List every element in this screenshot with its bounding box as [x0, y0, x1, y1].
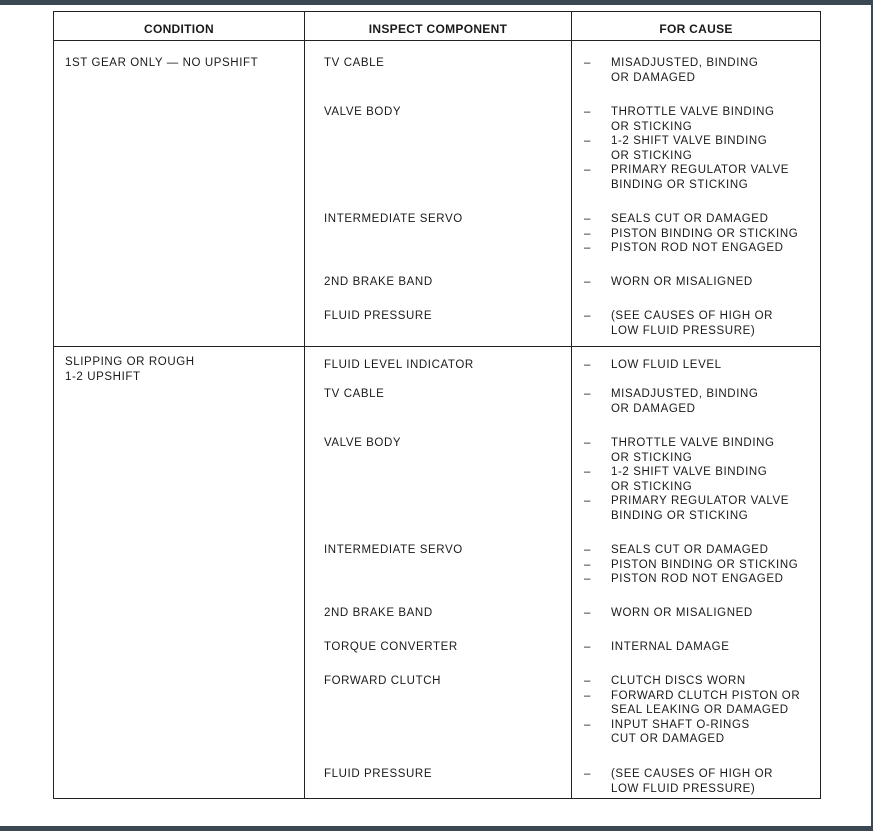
cause-text: CUT OR DAMAGED: [611, 733, 725, 746]
cause-text: LOW FLUID LEVEL: [611, 359, 722, 371]
cause-item: [584, 572, 784, 587]
cause-text: OR STICKING: [611, 149, 693, 162]
component-text: TV CABLE: [324, 388, 385, 400]
bullet-dash: –: [584, 276, 591, 288]
cause-text: (SEE CAUSES OF HIGH OR: [611, 768, 774, 780]
bullet-dash: –: [584, 359, 591, 371]
cause-text: WORN OR MISALIGNED: [611, 276, 753, 288]
bullet-dash: –: [584, 135, 591, 148]
cause-text: BINDING OR STICKING: [611, 178, 749, 191]
bullet-dash: –: [584, 57, 591, 69]
bullet-dash: –: [584, 466, 591, 479]
component-text: INTERMEDIATE SERVO: [324, 213, 463, 225]
cause-item: [584, 275, 753, 290]
row-divider: [54, 346, 820, 347]
bottom-frame-bar: [0, 826, 873, 831]
cause-text: OR DAMAGED: [611, 402, 696, 415]
top-frame-bar: [0, 0, 873, 5]
cause-text: INTERNAL DAMAGE: [611, 641, 730, 653]
cause-text: INPUT SHAFT O-RINGS: [611, 718, 750, 731]
cause-text: THROTTLE VALVE BINDING: [611, 106, 775, 118]
cause-item: [584, 689, 800, 718]
cause-text: SEAL LEAKING OR DAMAGED: [611, 704, 789, 717]
cause-text: OR STICKING: [611, 480, 693, 493]
cause-text: MISADJUSTED, BINDING: [611, 57, 759, 69]
bullet-dash: –: [584, 573, 591, 586]
cause-text: WORN OR MISALIGNED: [611, 607, 753, 619]
cause-text: PISTON ROD NOT ENGAGED: [611, 573, 784, 586]
cause-text: SEALS CUT OR DAMAGED: [611, 213, 769, 225]
component-text: FLUID LEVEL INDICATOR: [324, 359, 474, 371]
cause-text: PISTON ROD NOT ENGAGED: [611, 242, 784, 255]
header-divider: [54, 40, 820, 41]
cause-text: MISADJUSTED, BINDING: [611, 388, 759, 400]
bullet-dash: –: [584, 675, 591, 687]
cause-item: [584, 105, 775, 134]
cause-text: FORWARD CLUTCH PISTON OR: [611, 689, 801, 702]
cause-text: BINDING OR STICKING: [611, 509, 749, 522]
component-text: 2ND BRAKE BAND: [324, 276, 433, 288]
bullet-dash: –: [584, 641, 591, 653]
bullet-dash: –: [584, 106, 591, 118]
cause-text: LOW FLUID PRESSURE): [611, 324, 756, 337]
bullet-dash: –: [584, 718, 591, 731]
cause-item: [584, 358, 722, 373]
cause-text: PISTON BINDING OR STICKING: [611, 558, 799, 571]
bullet-dash: –: [584, 242, 591, 255]
component-text: INTERMEDIATE SERVO: [324, 544, 463, 556]
cause-item: [584, 558, 798, 573]
bullet-dash: –: [584, 213, 591, 225]
bullet-dash: –: [584, 164, 591, 177]
cause-item: [584, 212, 769, 227]
bullet-dash: –: [584, 310, 591, 322]
cause-text: SEALS CUT OR DAMAGED: [611, 544, 769, 556]
cause-text: PRIMARY REGULATOR VALVE: [611, 495, 790, 508]
component-text: FORWARD CLUTCH: [324, 675, 442, 687]
column-divider: [571, 12, 572, 798]
cause-item: [584, 718, 750, 747]
cause-item: [584, 674, 746, 689]
column-divider: [304, 12, 305, 798]
cause-item: [584, 606, 753, 621]
cause-item: [584, 227, 798, 242]
component-text: TORQUE CONVERTER: [324, 641, 458, 653]
bullet-dash: –: [584, 437, 591, 449]
bullet-dash: –: [584, 495, 591, 508]
component-text: FLUID PRESSURE: [324, 768, 433, 780]
bullet-dash: –: [584, 227, 591, 240]
bullet-dash: –: [584, 388, 591, 400]
condition-text: 1ST GEAR ONLY — NO UPSHIFT: [65, 57, 259, 69]
cause-text: PRIMARY REGULATOR VALVE: [611, 164, 790, 177]
cause-text: THROTTLE VALVE BINDING: [611, 437, 775, 449]
cause-item: [584, 640, 729, 655]
cause-text: OR DAMAGED: [611, 71, 696, 84]
bullet-dash: –: [584, 607, 591, 619]
cause-text: LOW FLUID PRESSURE): [611, 782, 756, 795]
cause-item: [584, 56, 758, 85]
component-text: 2ND BRAKE BAND: [324, 607, 433, 619]
cause-item: [584, 163, 789, 192]
bullet-dash: –: [584, 558, 591, 571]
cause-text: OR STICKING: [611, 451, 693, 464]
cause-text: OR STICKING: [611, 120, 693, 133]
component-text: VALVE BODY: [324, 106, 402, 118]
cause-item: [584, 494, 789, 523]
cause-item: [584, 309, 773, 338]
cause-text: (SEE CAUSES OF HIGH OR: [611, 310, 774, 322]
cause-item: [584, 767, 773, 796]
cause-text: PISTON BINDING OR STICKING: [611, 227, 799, 240]
cause-text: 1-2 SHIFT VALVE BINDING: [611, 135, 768, 148]
condition-text: 1-2 UPSHIFT: [65, 370, 141, 383]
cause-text: 1-2 SHIFT VALVE BINDING: [611, 466, 768, 479]
header-for-cause: FOR CAUSE: [659, 22, 733, 36]
cause-item: [584, 134, 767, 163]
bullet-dash: –: [584, 768, 591, 780]
cause-text: CLUTCH DISCS WORN: [611, 675, 746, 687]
bullet-dash: –: [584, 689, 591, 702]
cause-item: [584, 436, 775, 465]
cause-item: [584, 543, 769, 558]
header-inspect-component: INSPECT COMPONENT: [368, 22, 508, 36]
cause-item: [584, 387, 758, 416]
component-text: TV CABLE: [324, 57, 385, 69]
condition-text: SLIPPING OR ROUGH: [65, 356, 195, 368]
diagnosis-table: [53, 11, 821, 799]
component-text: FLUID PRESSURE: [324, 310, 433, 322]
bullet-dash: –: [584, 544, 591, 556]
header-condition: CONDITION: [143, 22, 215, 36]
cause-item: [584, 465, 767, 494]
cause-item: [584, 241, 784, 256]
component-text: VALVE BODY: [324, 437, 402, 449]
